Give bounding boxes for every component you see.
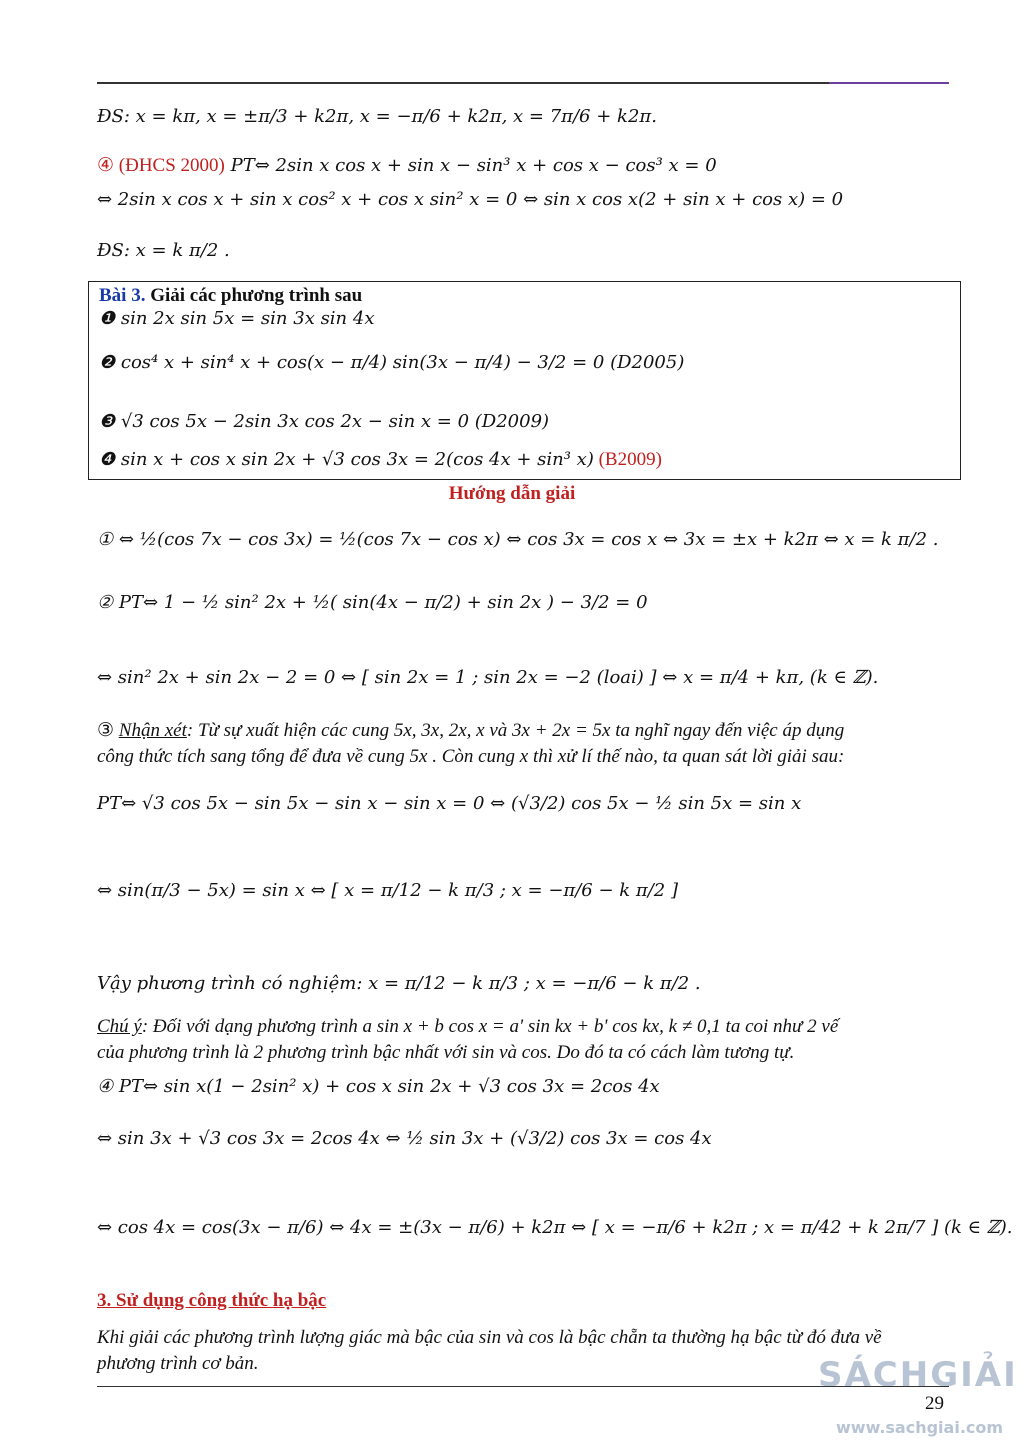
watermark-url: www.sachgiai.com <box>836 1418 1004 1437</box>
section-3-body-a: Khi giải các phương trình lượng giác mà bậc của sin và cos là bậc chẵn ta thường hạ bậc từ đó đưa về <box>97 1327 882 1348</box>
solution-4b: ⇔ sin 3x + √3 cos 3x = 2cos 4x ⇔ ½ sin 3x + (√3/2) cos 3x = cos 4x <box>97 1128 712 1149</box>
solution-3-note-b: công thức tích sang tổng để đưa về cung 5x . Còn cung x thì xử lí thế nào, ta quan sát lời giải sau: <box>97 746 845 767</box>
section-3-body-b: phương trình cơ bản. <box>97 1353 259 1374</box>
solution-4c: ⇔ cos 4x = cos(3x − π/6) ⇔ 4x = ±(3x − π/6) + k2π ⇔ [ x = −π/6 + k2π ; x = π/42 + k 2π/7 ] (k ∈ ℤ). <box>97 1217 1013 1238</box>
page-number: 29 <box>925 1393 944 1414</box>
problem-4-equation-2: ⇔ 2sin x cos x + sin x cos² x + cos x sin² x = 0 ⇔ sin x cos x(2 + sin x + cos x) = 0 <box>97 189 844 210</box>
solution-3-note: ③ Nhận xét: Từ sự xuất hiện các cung 5x, 3x, 2x, x và 3x + 2x = 5x ta nghĩ ngay đến việc áp dụng công thức tích sang tổng để đưa về cung 5x . Còn cung x thì xử lí thế nào, ta quan sát lời giải sau: <box>97 720 845 767</box>
solution-2a: ② PT⇔ 1 − ½ sin² 2x + ½( sin(4x − π/2) + sin 2x ) − 3/2 = 0 <box>97 592 648 613</box>
solution-3c: Vậy phương trình có nghiệm: x = π/12 − k π/3 ; x = −π/6 − k π/2 . <box>97 973 701 994</box>
answer-line-2: ĐS: x = k π/2 . <box>97 240 230 261</box>
top-rule <box>97 82 949 84</box>
note-b: của phương trình là 2 phương trình bậc nhất với sin và cos. Do đó ta có cách làm tương tự. <box>97 1042 795 1063</box>
solution-3b: ⇔ sin(π/3 − 5x) = sin x ⇔ [ x = π/12 − k π/3 ; x = −π/6 − k π/2 ] <box>97 880 679 901</box>
answer-line-1: ĐS: x = kπ, x = ±π/3 + k2π, x = −π/6 + k2π, x = 7π/6 + k2π. <box>97 106 657 127</box>
watermark-logo: SÁCHGIẢI <box>818 1355 1018 1395</box>
problem-4-equation: PT⇔ 2sin x cos x + sin x − sin³ x + cos x − cos³ x = 0 <box>224 155 717 176</box>
bottom-rule <box>97 1386 949 1387</box>
exercise-title-text: Giải các phương trình sau <box>145 285 363 306</box>
exercise-item-1: ❶ sin 2x sin 5x = sin 3x sin 4x <box>99 308 375 329</box>
exercise-item-2: ❷ cos⁴ x + sin⁴ x + cos(x − π/4) sin(3x − π/4) − 3/2 = 0 (D2005) <box>99 352 685 373</box>
solution-3-note-label: Nhận xét <box>118 720 187 741</box>
solution-heading: Hướng dẫn giải <box>448 483 576 504</box>
exercise-item-4-text: ❹ sin x + cos x sin 2x + √3 cos 3x = 2(cos 4x + sin³ x) <box>99 449 594 470</box>
note-paragraph <box>97 1014 947 1066</box>
solution-2b: ⇔ sin² 2x + sin 2x − 2 = 0 ⇔ [ sin 2x = 1 ; sin 2x = −2 (loai) ] ⇔ x = π/4 + kπ, (k ∈ ℤ). <box>97 667 879 688</box>
problem-4-label: ④ (ĐHCS 2000) <box>97 155 225 176</box>
problem-4-line <box>97 154 717 177</box>
solution-3-note-a: : Từ sự xuất hiện các cung 5x, 3x, 2x, x và 3x + 2x = 5x ta nghĩ ngay đến việc áp dụng <box>186 720 845 741</box>
solution-4a: ④ PT⇔ sin x(1 − 2sin² x) + cos x sin 2x + √3 cos 3x = 2cos 4x <box>97 1076 660 1097</box>
exercise-box <box>88 281 961 480</box>
exercise-item-3: ❸ √3 cos 5x − 2sin 3x cos 2x − sin x = 0 (D2009) <box>99 411 550 432</box>
exercise-title <box>99 285 362 307</box>
exercise-item-4-tag: (B2009) <box>598 449 662 470</box>
exercise-number: Bài 3. <box>99 285 146 306</box>
exercise-item-4 <box>99 449 662 471</box>
solution-1: ① ⇔ ½(cos 7x − cos 3x) = ½(cos 7x − cos x) ⇔ cos 3x = cos x ⇔ 3x = ±x + k2π ⇔ x = k π/2 . <box>97 529 939 550</box>
note-label: Chú ý <box>97 1016 142 1037</box>
solution-3a: PT⇔ √3 cos 5x − sin 5x − sin x − sin x = 0 ⇔ (√3/2) cos 5x − ½ sin 5x = sin x <box>97 793 802 814</box>
note-a: : Đối với dạng phương trình a sin x + b cos x = a' sin kx + b' cos kx, k ≠ 0,1 ta coi như 2 vế <box>141 1016 839 1037</box>
section-3-heading: 3. Sử dụng công thức hạ bậc <box>97 1290 327 1311</box>
